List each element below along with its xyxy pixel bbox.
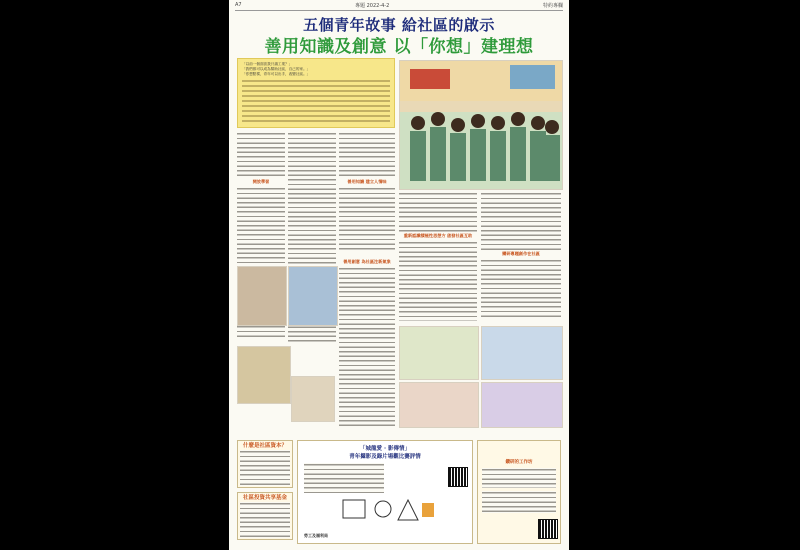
photo-workshop-1 xyxy=(237,266,287,326)
article-column-5 xyxy=(399,192,477,322)
info-box-fund xyxy=(237,492,293,540)
page-number: A7 xyxy=(235,2,242,8)
event-details xyxy=(304,463,384,493)
photo-community-4 xyxy=(481,382,563,428)
subhead-3: 善用創意 為社區注新氣象 xyxy=(339,260,395,265)
page-date: 專題 2022-4-2 xyxy=(355,3,390,9)
section-label: 特約專欄 xyxy=(542,3,563,9)
info-box-capital xyxy=(237,440,293,488)
subhead-5: 鑽研專題創作在社區 xyxy=(481,252,561,257)
event-panel xyxy=(297,440,473,544)
article-column-3 xyxy=(339,132,395,252)
workshop-panel xyxy=(477,440,561,544)
info-box-capital-title: 什麼是社區資本？ xyxy=(242,443,287,449)
org-logo-labour: 勞工及福利局 xyxy=(304,533,328,538)
article-column-4 xyxy=(339,258,395,428)
photo-workshop-2 xyxy=(288,266,338,326)
qr-code xyxy=(448,467,468,487)
info-box-fund-title: 社區投資共享基金 xyxy=(242,495,287,501)
headline-2: 善用知識及創意 以「你想」建理想 xyxy=(264,37,534,57)
photo-community-3 xyxy=(399,382,479,428)
quote-body xyxy=(242,79,390,123)
newspaper-page xyxy=(229,0,569,550)
photo-workshop-4 xyxy=(291,376,335,422)
article-column-6 xyxy=(481,192,561,322)
workshop-title: 鑽研的工作坊 xyxy=(505,460,533,465)
headline-1: 五個青年故事 給社區的啟示 xyxy=(303,16,495,34)
photo-workshop-3 xyxy=(237,346,291,404)
photo-community-1 xyxy=(399,326,479,380)
quote-line: 「以前一個面喜我只識工業？」 xyxy=(242,62,293,66)
group-photo-people xyxy=(400,61,562,189)
qr-code-2 xyxy=(538,519,558,539)
page-header xyxy=(235,2,563,11)
intro-quote-box xyxy=(237,58,395,128)
group-photo xyxy=(399,60,563,190)
quote-line: 「我們都可以成為幫助社區，自己的家。」 xyxy=(242,67,311,71)
event-title-1: 「城龍愛 · 影傳情」 xyxy=(360,446,410,452)
quote-line: 「你想點樣，青年可以出手，改變社區。」 xyxy=(242,72,311,76)
subhead-2: 善用知識 建立人情味 xyxy=(339,180,395,185)
photo-community-2 xyxy=(481,326,563,380)
event-title-2: 青年攝影及錄片場觀比賽評情 xyxy=(349,454,421,460)
subhead-4: 重新認識積極性思想方 啟發社區互助 xyxy=(399,234,477,239)
subhead-1: 開放學習 xyxy=(237,180,285,185)
event-doodle xyxy=(338,495,438,525)
